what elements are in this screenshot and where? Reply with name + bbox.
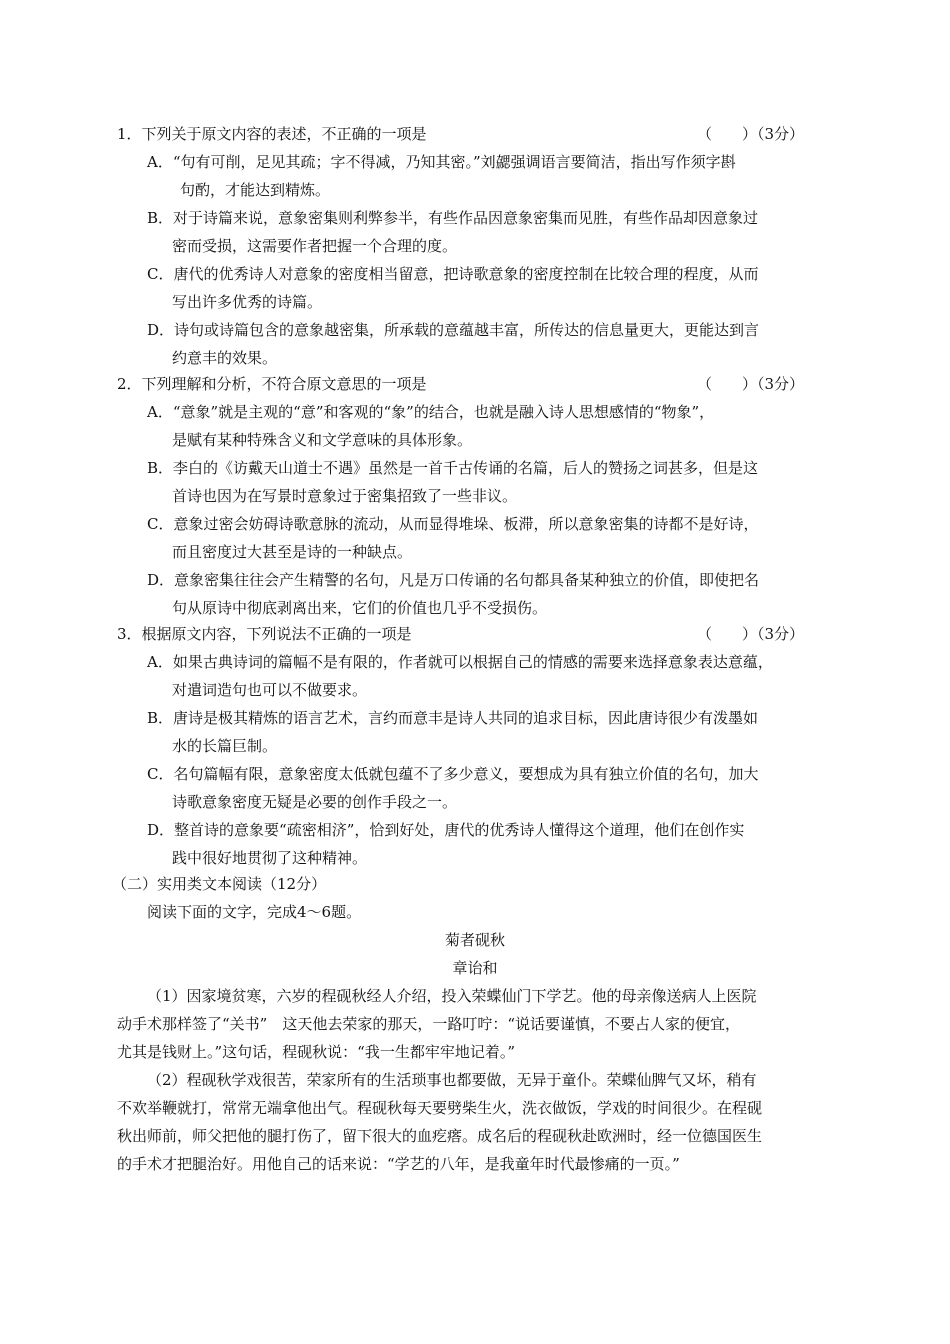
question-2-score: （ ）（3分） bbox=[697, 375, 805, 393]
question-2-option-b: B．李白的《访戴天山道士不遇》虽然是一首千古传诵的名篇，后人的赞扬之词甚多，但是这 bbox=[147, 459, 759, 477]
question-2-option-c: C．意象过密会妨碍诗歌意脉的流动，从而显得堆垛、板滞，所以意象密集的诗都不是好诗， bbox=[147, 515, 759, 533]
paragraph-2-line-3: 秋出师前，师父把他的腿打伤了，留下很大的血疙瘩。成名后的程砚秋赴欧洲时，经一位德国医生 bbox=[117, 1127, 763, 1145]
question-1-score: （ ）（3分） bbox=[697, 125, 805, 143]
paragraph-1-line-1: （1）因家境贫寒，六岁的程砚秋经人介绍，投入荣蝶仙门下学艺。他的母亲像送病人上医院 bbox=[147, 987, 757, 1005]
question-1-option-b-cont: 密而受损，这需要作者把握一个合理的度。 bbox=[172, 237, 458, 255]
question-1-option-d-cont: 约意丰的效果。 bbox=[172, 349, 278, 367]
question-2-option-d: D．意象密集往往会产生精警的名句，凡是万口传诵的名句都具备某种独立的价值，即使把名 bbox=[147, 571, 760, 589]
question-1-option-a: A．“句有可削，足见其疏；字不得减，乃知其密。”刘勰强调语言要简洁，指出写作须字斟 bbox=[147, 153, 736, 171]
question-1-option-c: C．唐代的优秀诗人对意象的密度相当留意，把诗歌意象的密度控制在比较合理的程度，从而 bbox=[147, 265, 759, 283]
paragraph-2-line-4: 的手术才把腿治好。用他自己的话来说：“学艺的八年，是我童年时代最惨痛的一页。” bbox=[117, 1155, 680, 1173]
question-1-option-b: B．对于诗篇来说，意象密集则利弊参半，有些作品因意象密集而见胜，有些作品却因意象过 bbox=[147, 209, 759, 227]
question-3-option-c-cont: 诗歌意象密度无疑是必要的创作手段之一。 bbox=[172, 793, 458, 811]
question-1-option-a-cont: 句酌，才能达到精炼。 bbox=[180, 181, 331, 199]
question-1-option-d: D．诗句或诗篇包含的意象越密集，所承载的意蕴越丰富，所传达的信息量更大，更能达到言 bbox=[147, 321, 760, 339]
paragraph-1-line-3: 尤其是钱财上。”这句话，程砚秋说：“我一生都牢牢地记着。” bbox=[117, 1043, 516, 1061]
section-instruction: 阅读下面的文字，完成4～6题。 bbox=[147, 903, 362, 921]
question-2-option-d-cont: 句从原诗中彻底剥离出来，它们的价值也几乎不受损伤。 bbox=[172, 599, 548, 617]
article-title: 菊者砚秋 bbox=[444, 931, 505, 949]
question-3-option-a-cont: 对遣词造句也可以不做要求。 bbox=[172, 681, 368, 699]
question-2-option-b-cont: 首诗也因为在写景时意象过于密集招致了一些非议。 bbox=[172, 487, 518, 505]
question-2-option-a-cont: 是赋有某种特殊含义和文学意味的具体形象。 bbox=[172, 431, 473, 449]
paragraph-2-line-2: 不欢举鞭就打，常常无端拿他出气。程砚秋每天要劈柴生火，洗衣做饭，学戏的时间很少。在程砚 bbox=[117, 1099, 763, 1117]
section-heading: （二）实用类文本阅读（12分） bbox=[112, 875, 327, 893]
question-2-stem: 2．下列理解和分析，不符合原文意思的一项是 bbox=[117, 375, 427, 393]
question-3-option-b: B．唐诗是极其精炼的语言艺术，言约而意丰是诗人共同的追求目标，因此唐诗很少有泼墨如 bbox=[147, 709, 759, 727]
question-1-option-c-cont: 写出许多优秀的诗篇。 bbox=[172, 293, 323, 311]
question-1-stem: 1．下列关于原文内容的表述，不正确的一项是 bbox=[117, 125, 427, 143]
question-3-option-c: C．名句篇幅有限，意象密度太低就包蕴不了多少意义，要想成为具有独立价值的名句，加大 bbox=[147, 765, 759, 783]
question-3-option-b-cont: 水的长篇巨制。 bbox=[172, 737, 278, 755]
question-3-option-d-cont: 践中很好地贯彻了这种精神。 bbox=[172, 849, 368, 867]
paragraph-2-line-1: （2）程砚秋学戏很苦，荣家所有的生活琐事也都要做，无异于童仆。荣蝶仙脾气又坏，稍有 bbox=[147, 1071, 757, 1089]
question-3-stem: 3．根据原文内容，下列说法不正确的一项是 bbox=[117, 625, 412, 643]
article-author: 章诒和 bbox=[452, 959, 498, 977]
question-3-score: （ ）（3分） bbox=[697, 625, 805, 643]
question-2-option-a: A．“意象”就是主观的“意”和客观的“象”的结合，也就是融入诗人思想感情的“物象”， bbox=[147, 403, 715, 421]
question-3-option-d: D．整首诗的意象要“疏密相济”，恰到好处，唐代的优秀诗人懂得这个道理，他们在创作实 bbox=[147, 821, 745, 839]
question-2-option-c-cont: 而且密度过大甚至是诗的一种缺点。 bbox=[172, 543, 413, 561]
question-3-option-a: A．如果古典诗词的篇幅不是有限的，作者就可以根据自己的情感的需要来选择意象表达意蕴， bbox=[147, 653, 773, 671]
paragraph-1-line-2: 动手术那样签了“关书” 这天他去荣家的那天，一路叮咛：“说话要谨慎，不要占人家的便宜， bbox=[117, 1015, 741, 1033]
